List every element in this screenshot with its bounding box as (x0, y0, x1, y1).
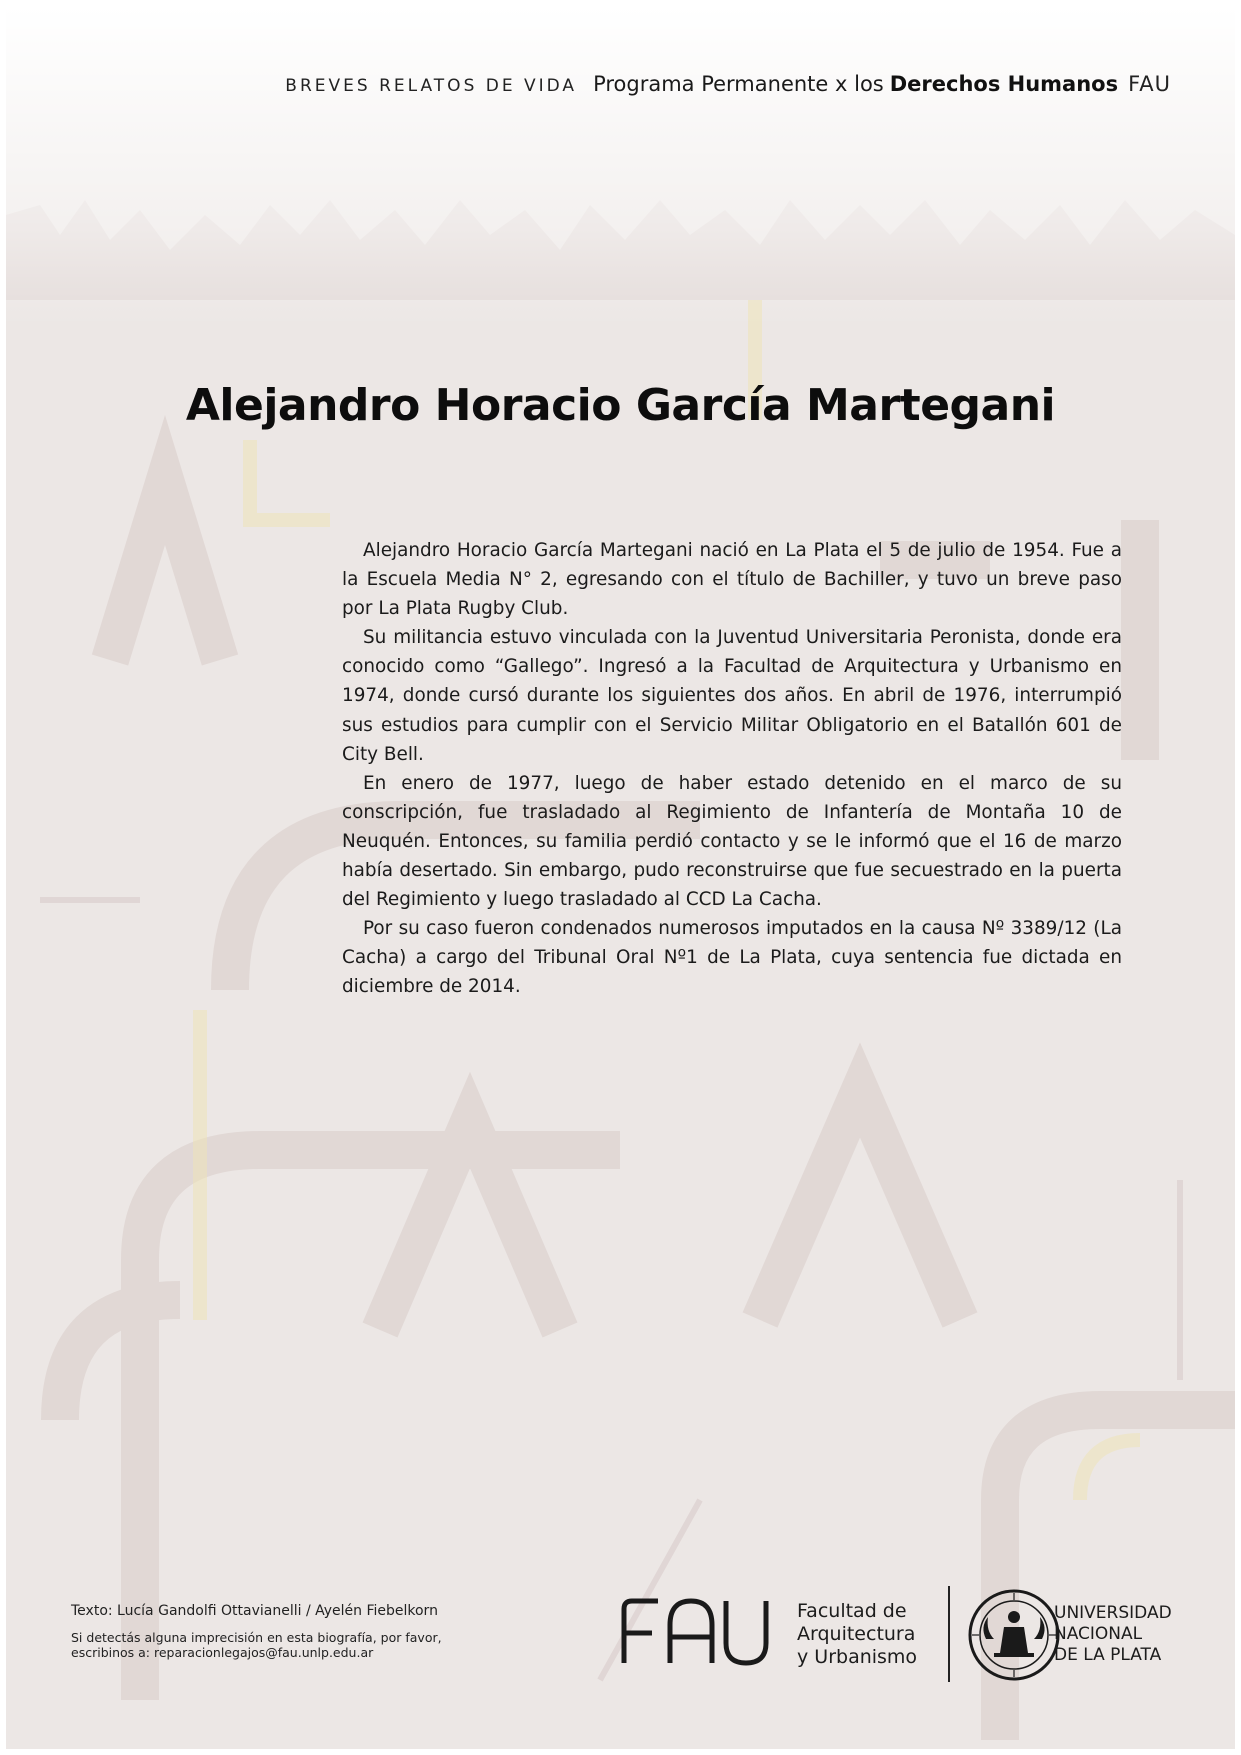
body-paragraph: En enero de 1977, luego de haber estado detenido en el marco de su conscripción, fue trasladado al Regimiento de Infantería de Montaña 10 de Neuquén. Entonces, su familia perdió contacto y se le informó que el 16 de marzo había desertado. Sin embargo, pudo reconstruirse que fue secuestrado en la puerta del Regimiento y luego trasladado al CCD La Cacha. (342, 772, 1122, 911)
body-paragraph: Su militancia estuvo vinculada con la Juventud Universitaria Peronista, donde era conocido como “Gallego”. Ingresó a la Facultad de Arquitectura y Urbanismo en 1974, donde cursó durante los siguientes dos años. En abril de 1976, interrumpió sus estudios para cumplir con el Servicio Militar Obligatorio en el Batallón 601 de City Bell. (342, 627, 1122, 765)
credits-author: Texto: Lucía Gandolfi Ottavianelli / Ayelén Fiebelkorn (71, 1603, 438, 1619)
fau-name-line: y Urbanismo (797, 1646, 918, 1668)
fau-name-line: Facultad de (797, 1600, 907, 1622)
credits-note (71, 1630, 491, 1660)
biography-body (342, 536, 1122, 1002)
program-name: Programa Permanente x los (593, 72, 884, 96)
body-paragraph: Por su caso fueron condenados numerosos imputados en la causa Nº 3389/12 (La Cacha) a cargo del Tribunal Oral Nº1 de La Plata, cuya sentencia fue dictada en diciembre de 2014. (342, 918, 1122, 998)
page-header (285, 72, 1171, 96)
page-title: Alejandro Horacio García Martegani (185, 380, 1056, 431)
fau-name (797, 1600, 917, 1669)
program-name-bold: Derechos Humanos (889, 72, 1119, 96)
body-paragraph: Alejandro Horacio García Martegani nació en La Plata el 5 de julio de 1954. Fue a la Escuela Media N° 2, egresando con el título de Bachiller, y tuvo un breve paso por La Plata Rugby Club. (342, 540, 1122, 620)
unlp-name-line: NACIONAL (1054, 1624, 1143, 1644)
unlp-name-line: UNIVERSIDAD (1054, 1603, 1172, 1623)
credits-note-line: Si detectás alguna imprecisión en esta biografía, por favor, (71, 1630, 442, 1645)
series-name: BREVES RELATOS DE VIDA (285, 76, 578, 96)
unlp-name (1054, 1603, 1172, 1666)
header-fau-mark: FAU (1128, 72, 1171, 96)
fau-name-line: Arquitectura (797, 1623, 916, 1645)
credits-block (71, 1603, 491, 1660)
credits-note-line: escribinos a: reparacionlegajos@fau.unlp.edu.ar (71, 1645, 374, 1660)
fau-logo (620, 1597, 770, 1667)
unlp-name-line: DE LA PLATA (1054, 1645, 1162, 1665)
footer-divider (948, 1586, 950, 1682)
unlp-seal-icon (966, 1587, 1062, 1683)
